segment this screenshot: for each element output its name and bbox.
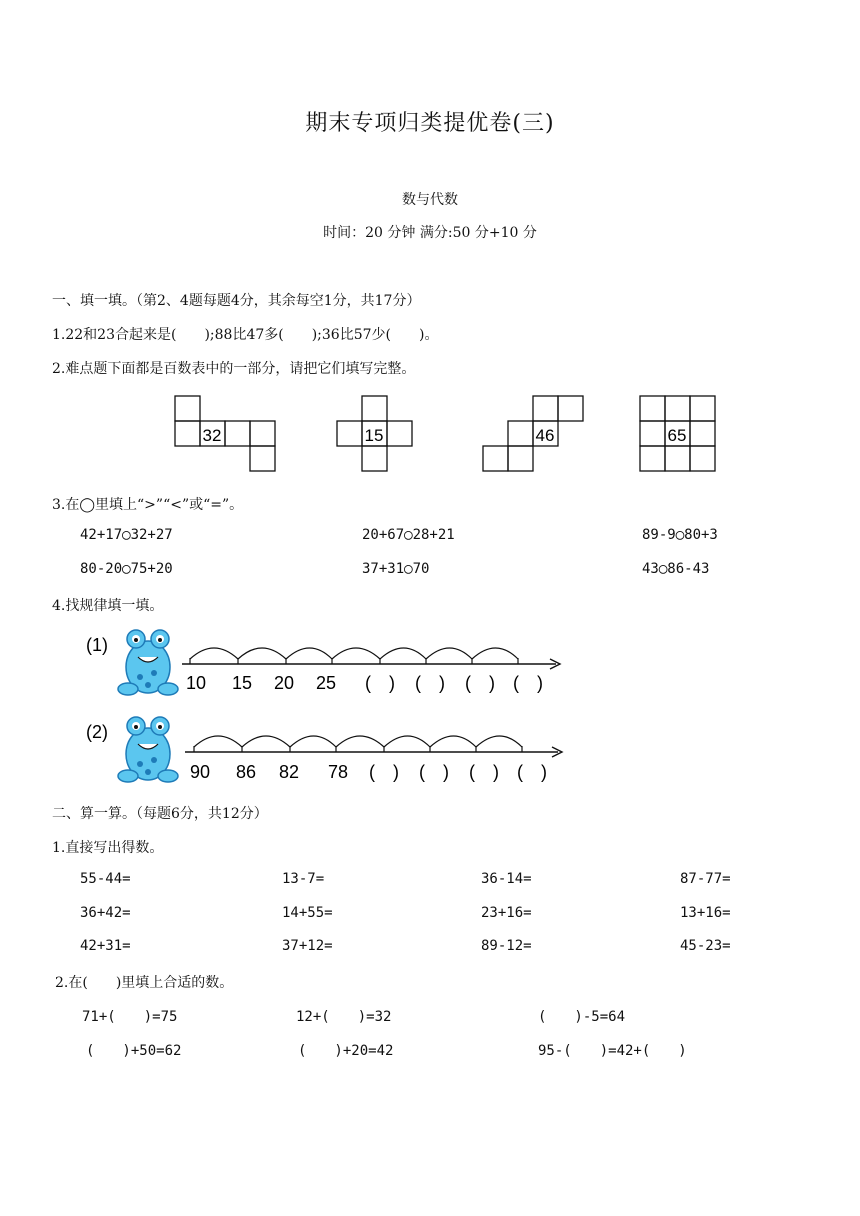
calc-item: 42+31= (80, 938, 131, 954)
question-2-1: 1.直接写出得数。 (52, 840, 164, 856)
grid-4-number: 65 (667, 426, 687, 445)
grid-1-number: 32 (202, 426, 222, 445)
section1-heading: 一、填一填。（第2、4题每题4分，其余每空1分，共17分） (52, 293, 421, 309)
calc-item: 14+55= (282, 905, 333, 921)
fill-item: 71+( )=75 (82, 1009, 178, 1025)
fill-item: ( )-5=64 (538, 1009, 626, 1025)
frog-icon (118, 630, 178, 695)
calc-item: 13+16= (680, 905, 731, 921)
pattern-number: 82 (278, 762, 300, 782)
grid-3-number: 46 (535, 426, 555, 445)
compare-item: 42+17◯32+27 (80, 527, 173, 543)
fill-item: 95-( )=42+( ) (538, 1043, 687, 1059)
calc-item: 13-7= (282, 871, 325, 887)
pattern-number: 10 (185, 673, 207, 693)
compare-item: 20+67◯28+21 (362, 527, 455, 543)
exam-info: 时间：20 分钟 满分:50 分+10 分 (323, 225, 537, 241)
calc-item: 23+16= (481, 905, 532, 921)
calc-item: 87-77= (680, 871, 731, 887)
pattern-number: 90 (189, 762, 211, 782)
pattern-row-1 (70, 625, 580, 705)
question-2-2: 2.在( )里填上合适的数。 (55, 975, 234, 991)
fill-item: ( )+20=42 (298, 1043, 394, 1059)
pattern-blank: ( ) (415, 673, 445, 693)
pattern-blank: ( ) (365, 673, 395, 693)
question-1-4: 4.找规律填一填。 (52, 598, 164, 614)
compare-item: 80-20◯75+20 (80, 561, 173, 577)
calc-item: 37+12= (282, 938, 333, 954)
pattern-blank: ( ) (369, 762, 399, 782)
pattern-number: 20 (273, 673, 295, 693)
pattern-number: 15 (231, 673, 253, 693)
pattern-blank: ( ) (465, 673, 495, 693)
pattern-label: (1) (86, 635, 108, 655)
fill-item: ( )+50=62 (86, 1043, 182, 1059)
compare-item: 37+31◯70 (362, 561, 430, 577)
pattern-number: 78 (327, 762, 349, 782)
section2-heading: 二、算一算。（每题6分，共12分） (52, 806, 268, 822)
calc-item: 55-44= (80, 871, 131, 887)
hundred-chart-grids (0, 390, 860, 480)
grid-3 (483, 396, 583, 471)
pattern-blank: ( ) (419, 762, 449, 782)
grid-1 (175, 396, 275, 471)
pattern-blank: ( ) (517, 762, 547, 782)
fill-item: 12+( )=32 (296, 1009, 392, 1025)
pattern-blank: ( ) (513, 673, 543, 693)
question-1-1: 1.22和23合起来是( );88比47多( );36比57少( )。 (52, 327, 439, 343)
calc-item: 36+42= (80, 905, 131, 921)
calc-item: 45-23= (680, 938, 731, 954)
calc-item: 36-14= (481, 871, 532, 887)
compare-item: 89-9◯80+3 (642, 527, 718, 543)
compare-item: 43◯86-43 (642, 561, 710, 577)
calc-item: 89-12= (481, 938, 532, 954)
grid-2-number: 15 (364, 426, 384, 445)
pattern-row-2 (70, 712, 580, 792)
question-1-2: 2.难点题下面都是百数表中的一部分，请把它们填写完整。 (52, 361, 416, 377)
page-title: 期末专项归类提优卷(三) (305, 111, 555, 136)
pattern-blank: ( ) (469, 762, 499, 782)
frog-icon (118, 717, 178, 782)
question-1-3: 3.在◯里填上“>”“<”或“=”。 (52, 497, 244, 513)
pattern-number: 86 (235, 762, 257, 782)
pattern-number: 25 (315, 673, 337, 693)
page-subtitle: 数与代数 (402, 192, 458, 208)
pattern-label: (2) (86, 722, 108, 742)
